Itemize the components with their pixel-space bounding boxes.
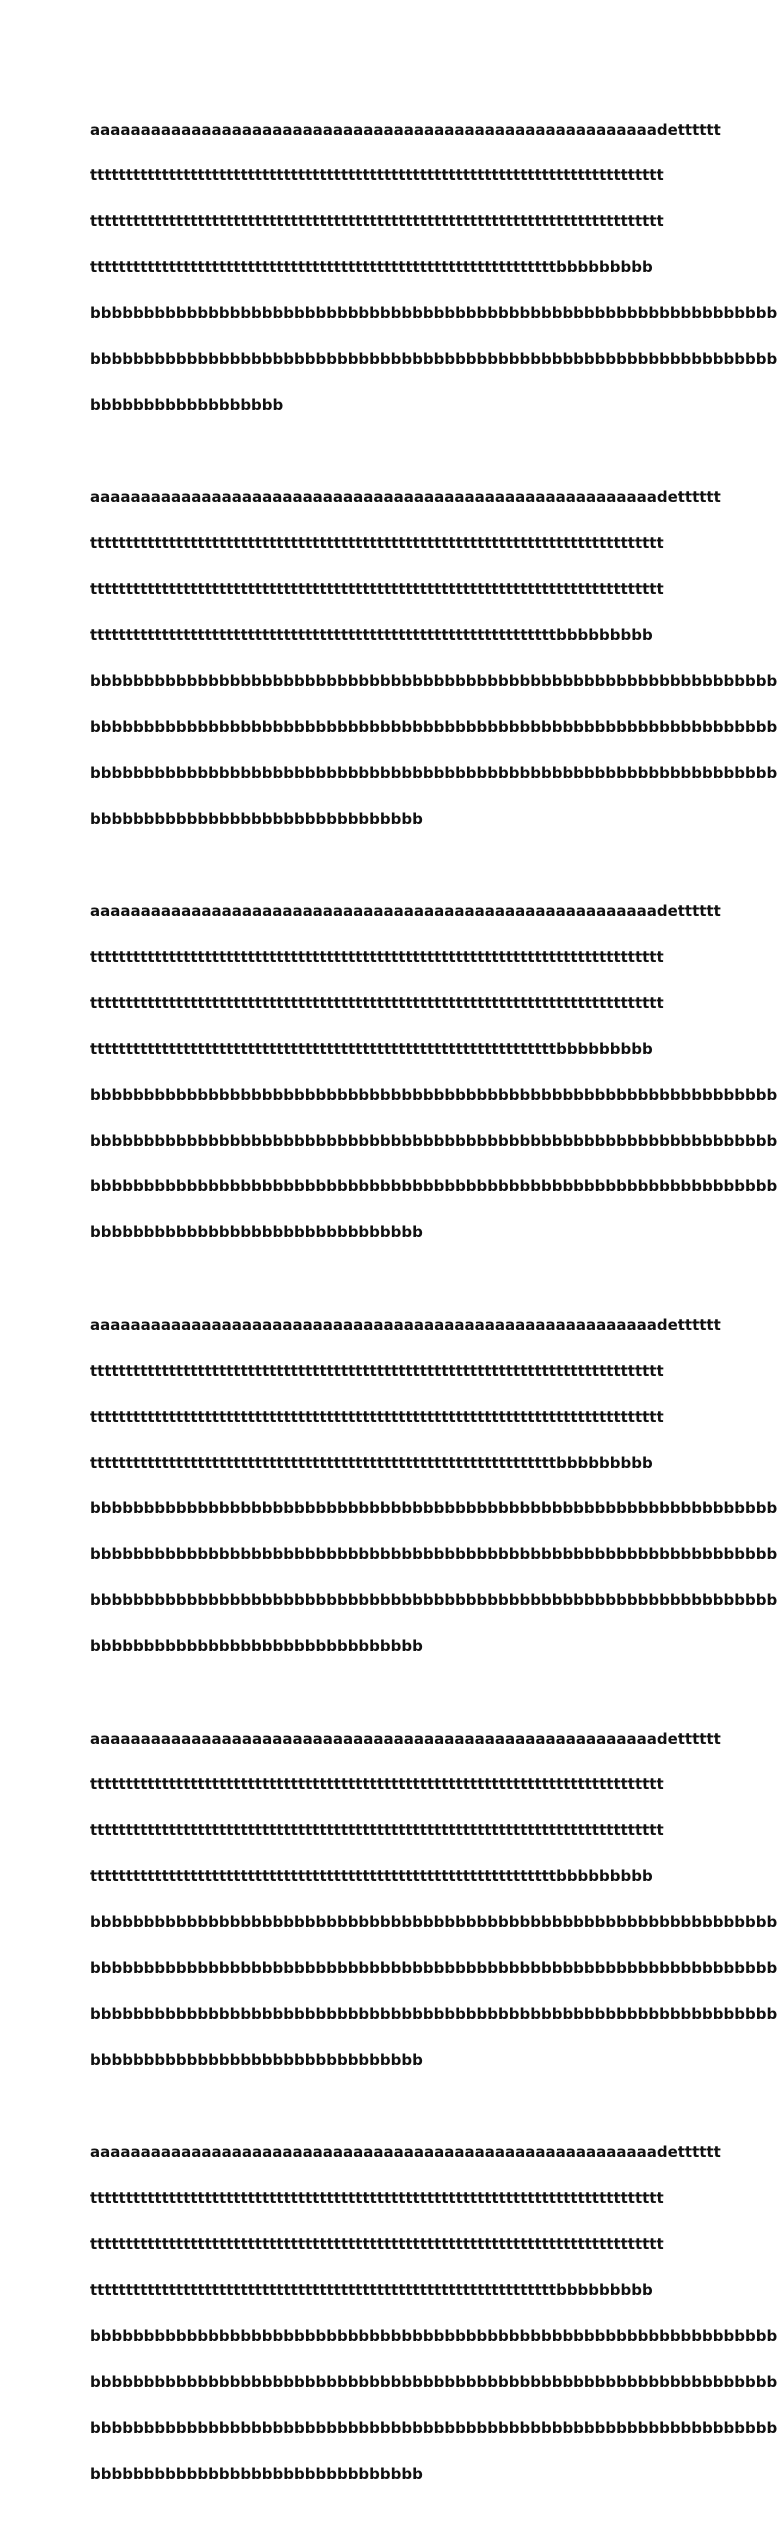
text-line: aaaaaaaaaaaaaaaaaaaaaaaaaaaaaaaaaaaaaaaaaaaaaaaaaaaaaaaadetttttt (90, 488, 721, 507)
text-line: tttttttttttttttttttttttttttttttttttttttttttttttttttttttttttttttttttttttttttttttt (90, 166, 664, 185)
text-line: bbbbbbbbbbbbbbbbbbbbbbbbbbbbbbbbbbbbbbbbbbbbbbbbbbbbbbbbbbbbbbbb (90, 763, 777, 782)
text-line: bbbbbbbbbbbbbbbbbb (90, 395, 284, 414)
text-line: tttttttttttttttttttttttttttttttttttttttttttttttttttttttttttttttttttttttttttttttt (90, 2189, 664, 2208)
paragraph-3 (90, 874, 777, 1272)
text-line: bbbbbbbbbbbbbbbbbbbbbbbbbbbbbbbbbbbbbbbbbbbbbbbbbbbbbbbbbbbbbbbb (90, 2004, 777, 2023)
text-line: aaaaaaaaaaaaaaaaaaaaaaaaaaaaaaaaaaaaaaaaaaaaaaaaaaaaaaaadetttttt (90, 1315, 721, 1334)
text-line: tttttttttttttttttttttttttttttttttttttttttttttttttttttttttttttttttbbbbbbbbb (90, 2280, 653, 2299)
text-line: bbbbbbbbbbbbbbbbbbbbbbbbbbbbbbbbbbbbbbbbbbbbbbbbbbbbbbbbbbbbbbbb (90, 717, 777, 736)
text-line: bbbbbbbbbbbbbbbbbbbbbbbbbbbbbbb (90, 809, 423, 828)
text-line: bbbbbbbbbbbbbbbbbbbbbbbbbbbbbbb (90, 2050, 423, 2069)
text-line: bbbbbbbbbbbbbbbbbbbbbbbbbbbbbbbbbbbbbbbbbbbbbbbbbbbbbbbbbbbbbbbb (90, 1085, 777, 1104)
text-line: bbbbbbbbbbbbbbbbbbbbbbbbbbbbbbbbbbbbbbbbbbbbbbbbbbbbbbbbbbbbbbbb (90, 1959, 777, 1978)
text-line: bbbbbbbbbbbbbbbbbbbbbbbbbbbbbbbbbbbbbbbbbbbbbbbbbbbbbbbbbbbbbbbb (90, 1499, 777, 1518)
text-line: tttttttttttttttttttttttttttttttttttttttttttttttttttttttttttttttttbbbbbbbbb (90, 1039, 653, 1058)
text-line: tttttttttttttttttttttttttttttttttttttttttttttttttttttttttttttttttttttttttttttttt (90, 993, 664, 1012)
text-line: bbbbbbbbbbbbbbbbbbbbbbbbbbbbbbbbbbbbbbbbbbbbbbbbbbbbbbbbbbbbbbbb (90, 1913, 777, 1932)
text-line: aaaaaaaaaaaaaaaaaaaaaaaaaaaaaaaaaaaaaaaaaaaaaaaaaaaaaaaadetttttt (90, 902, 721, 921)
paragraph-2 (90, 460, 777, 858)
text-line: aaaaaaaaaaaaaaaaaaaaaaaaaaaaaaaaaaaaaaaaaaaaaaaaaaaaaaaadetttttt (90, 2143, 721, 2162)
text-line: bbbbbbbbbbbbbbbbbbbbbbbbbbbbbbbbbbbbbbbbbbbbbbbbbbbbbbbbbbbbbbbb (90, 350, 777, 369)
text-line: bbbbbbbbbbbbbbbbbbbbbbbbbbbbbbbbbbbbbbbbbbbbbbbbbbbbbbbbbbbbbbbb (90, 1177, 777, 1196)
text-line: tttttttttttttttttttttttttttttttttttttttttttttttttttttttttttttttttttttttttttttttt (90, 534, 664, 553)
text-line: bbbbbbbbbbbbbbbbbbbbbbbbbbbbbbbbbbbbbbbbbbbbbbbbbbbbbbbbbbbbbbbb (90, 1131, 777, 1150)
paragraph-6 (90, 2115, 777, 2513)
text-line: tttttttttttttttttttttttttttttttttttttttttttttttttttttttttttttttttttttttttttttttt (90, 2235, 664, 2254)
text-line: tttttttttttttttttttttttttttttttttttttttttttttttttttttttttttttttttttttttttttttttt (90, 948, 664, 967)
text-line: bbbbbbbbbbbbbbbbbbbbbbbbbbbbbbb (90, 1637, 423, 1656)
text-line: tttttttttttttttttttttttttttttttttttttttttttttttttttttttttttttttttttttttttttttttt (90, 580, 664, 599)
text-line: tttttttttttttttttttttttttttttttttttttttttttttttttttttttttttttttttttttttttttttttt (90, 1407, 664, 1426)
text-line: tttttttttttttttttttttttttttttttttttttttttttttttttttttttttttttttttbbbbbbbbb (90, 1867, 653, 1886)
paragraph-5 (90, 1701, 777, 2099)
paragraph-1 (90, 92, 777, 444)
text-line: tttttttttttttttttttttttttttttttttttttttttttttttttttttttttttttttttbbbbbbbbb (90, 626, 653, 645)
text-line: tttttttttttttttttttttttttttttttttttttttttttttttttttttttttttttttttbbbbbbbbb (90, 258, 653, 277)
text-line: aaaaaaaaaaaaaaaaaaaaaaaaaaaaaaaaaaaaaaaaaaaaaaaaaaaaaaaadetttttt (90, 120, 721, 139)
paragraph-4 (90, 1287, 777, 1685)
text-line: bbbbbbbbbbbbbbbbbbbbbbbbbbbbbbbbbbbbbbbbbbbbbbbbbbbbbbbbbbbbbbbb (90, 1545, 777, 1564)
text-line: bbbbbbbbbbbbbbbbbbbbbbbbbbbbbbbbbbbbbbbbbbbbbbbbbbbbbbbbbbbbbbbb (90, 2326, 777, 2345)
text-line: tttttttttttttttttttttttttttttttttttttttttttttttttttttttttttttttttttttttttttttttt (90, 1775, 664, 1794)
text-line: bbbbbbbbbbbbbbbbbbbbbbbbbbbbbbb (90, 1223, 423, 1242)
text-line: bbbbbbbbbbbbbbbbbbbbbbbbbbbbbbbbbbbbbbbbbbbbbbbbbbbbbbbbbbbbbbbb (90, 1591, 777, 1610)
text-line: bbbbbbbbbbbbbbbbbbbbbbbbbbbbbbbbbbbbbbbbbbbbbbbbbbbbbbbbbbbbbbbb (90, 304, 777, 323)
text-line: aaaaaaaaaaaaaaaaaaaaaaaaaaaaaaaaaaaaaaaaaaaaaaaaaaaaaaaadetttttt (90, 1729, 721, 1748)
text-line: bbbbbbbbbbbbbbbbbbbbbbbbbbbbbbbbbbbbbbbbbbbbbbbbbbbbbbbbbbbbbbbb (90, 671, 777, 690)
document-page (90, 92, 777, 2528)
text-line: tttttttttttttttttttttttttttttttttttttttttttttttttttttttttttttttttttttttttttttttt (90, 212, 664, 231)
text-line: tttttttttttttttttttttttttttttttttttttttttttttttttttttttttttttttttbbbbbbbbb (90, 1453, 653, 1472)
text-line: bbbbbbbbbbbbbbbbbbbbbbbbbbbbbbb (90, 2464, 423, 2483)
text-line: tttttttttttttttttttttttttttttttttttttttttttttttttttttttttttttttttttttttttttttttt (90, 1821, 664, 1840)
text-line: tttttttttttttttttttttttttttttttttttttttttttttttttttttttttttttttttttttttttttttttt (90, 1361, 664, 1380)
text-line: bbbbbbbbbbbbbbbbbbbbbbbbbbbbbbbbbbbbbbbbbbbbbbbbbbbbbbbbbbbbbbbb (90, 2418, 777, 2437)
text-line: bbbbbbbbbbbbbbbbbbbbbbbbbbbbbbbbbbbbbbbbbbbbbbbbbbbbbbbbbbbbbbbb (90, 2372, 777, 2391)
